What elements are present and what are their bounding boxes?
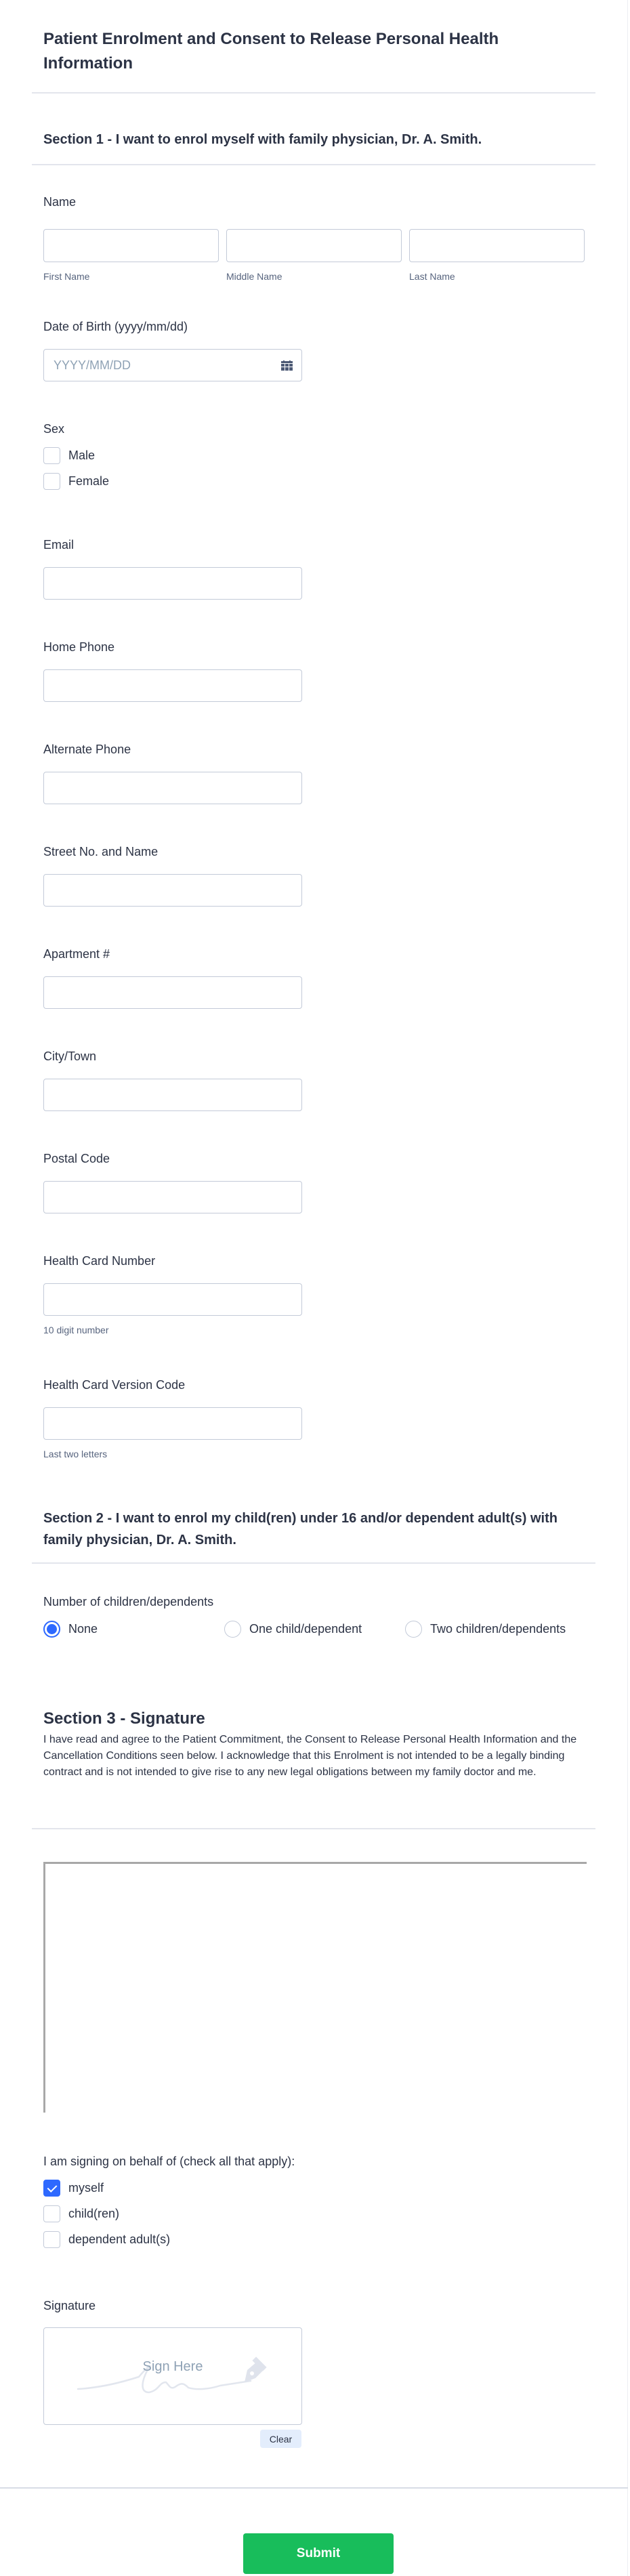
children-label: child(ren)	[68, 2207, 120, 2220]
form-title: Patient Enrolment and Consent to Release Personal Health Information	[43, 30, 499, 72]
alternate-phone-input[interactable]	[43, 772, 302, 804]
signature-pad[interactable]	[43, 2327, 302, 2445]
dependents-option-two[interactable]	[405, 1621, 566, 1638]
section-2-divider	[32, 1562, 595, 1564]
behalf-option-dependent-adults[interactable]	[43, 2230, 295, 2249]
sex-option-male[interactable]	[43, 446, 109, 465]
dob-input[interactable]	[43, 349, 302, 381]
first-name-sublabel: First Name	[43, 271, 90, 282]
signature-label: Signature	[43, 2299, 96, 2312]
email-label: Email	[43, 538, 75, 552]
home-phone-label: Home Phone	[43, 640, 115, 654]
behalf-option-children[interactable]	[43, 2205, 295, 2223]
postal-code-field	[43, 1150, 302, 1213]
male-label: Male	[68, 449, 96, 462]
female-label: Female	[68, 474, 110, 488]
street-field	[43, 844, 302, 907]
one-dependent-radio[interactable]	[224, 1621, 241, 1638]
section-2-title: Section 2 - I want to enrol my child(ren) under 16 and/or dependent adult(s) with family physician, Dr. A. Smith.	[43, 1511, 558, 1547]
last-name-sublabel: Last Name	[409, 271, 455, 282]
email-input[interactable]	[43, 567, 302, 600]
health-card-version-label: Health Card Version Code	[43, 1378, 186, 1392]
signature-field	[43, 2298, 302, 2445]
dependents-option-none[interactable]	[43, 1621, 224, 1638]
calendar-icon[interactable]	[281, 360, 293, 371]
section-1-header	[0, 94, 627, 164]
street-label: Street No. and Name	[43, 845, 159, 858]
female-checkbox[interactable]	[43, 473, 60, 490]
behalf-option-myself[interactable]	[43, 2179, 295, 2197]
sex-field	[43, 421, 109, 491]
city-input[interactable]	[43, 1079, 302, 1111]
dob-field	[43, 318, 302, 381]
first-name-input[interactable]	[43, 229, 219, 262]
section-3-title: Section 3 - Signature	[43, 1709, 205, 1728]
name-label: Name	[43, 195, 77, 209]
footer-divider	[0, 2487, 628, 2489]
apartment-label: Apartment #	[43, 947, 110, 961]
dependents-label: Number of children/dependents	[43, 1595, 214, 1608]
section-1-divider	[32, 164, 595, 165]
dob-placeholder: YYYY/MM/DD	[54, 358, 131, 372]
sign-here-placeholder: Sign Here	[142, 2359, 203, 2374]
male-checkbox[interactable]	[43, 447, 60, 464]
sex-label: Sex	[43, 422, 65, 436]
last-name-input[interactable]	[409, 229, 585, 262]
dependents-radio-group	[43, 1621, 585, 1638]
two-dependents-label: Two children/dependents	[430, 1622, 566, 1636]
postal-code-input[interactable]	[43, 1181, 302, 1213]
street-input[interactable]	[43, 874, 302, 907]
health-card-number-sublabel: 10 digit number	[43, 1325, 109, 1335]
form-header	[0, 0, 627, 92]
health-card-number-label: Health Card Number	[43, 1254, 156, 1268]
home-phone-input[interactable]	[43, 669, 302, 702]
health-card-number-field	[43, 1253, 302, 1336]
children-checkbox[interactable]	[43, 2205, 60, 2222]
apartment-input[interactable]	[43, 976, 302, 1009]
health-card-version-sublabel: Last two letters	[43, 1449, 108, 1459]
dependent-adults-checkbox[interactable]	[43, 2231, 60, 2248]
name-field	[43, 194, 585, 283]
home-phone-field	[43, 639, 302, 702]
none-label: None	[68, 1622, 98, 1636]
alternate-phone-field	[43, 741, 302, 804]
section-3-header	[43, 1707, 585, 1781]
clear-signature-button[interactable]: Clear	[260, 2430, 301, 2448]
dob-label: Date of Birth (yyyy/mm/dd)	[43, 320, 188, 333]
city-label: City/Town	[43, 1050, 97, 1063]
dependents-field	[43, 1594, 585, 1638]
submit-button[interactable]: Submit	[243, 2533, 394, 2574]
section-3-divider	[32, 1828, 595, 1829]
postal-code-label: Postal Code	[43, 1152, 110, 1165]
email-field	[43, 537, 302, 600]
one-dependent-label: One child/dependent	[249, 1622, 362, 1636]
section-3-description: I have read and agree to the Patient Commitment, the Consent to Release Personal Health Information and the Cancellation Conditions seen below. I acknowledge that this Enrolment is not intended to be a legally binding contract and is not intended to give rise to any new legal obligations between my family doctor and me.	[43, 1734, 577, 1778]
apartment-field	[43, 946, 302, 1009]
myself-label: myself	[68, 2181, 104, 2195]
myself-checkbox[interactable]	[43, 2180, 60, 2197]
middle-name-sublabel: Middle Name	[226, 271, 282, 282]
section-2-header	[43, 1508, 572, 1551]
behalf-label: I am signing on behalf of (check all that apply):	[43, 2155, 295, 2168]
alternate-phone-label: Alternate Phone	[43, 743, 131, 756]
behalf-field	[43, 2153, 295, 2249]
dependent-adults-label: dependent adult(s)	[68, 2232, 171, 2246]
none-radio[interactable]	[43, 1621, 60, 1638]
dependents-option-one[interactable]	[224, 1621, 405, 1638]
health-card-version-input[interactable]	[43, 1407, 302, 1440]
health-card-number-input[interactable]	[43, 1283, 302, 1316]
two-dependents-radio[interactable]	[405, 1621, 422, 1638]
embedded-consent-frame[interactable]	[43, 1862, 587, 2113]
health-card-version-field	[43, 1377, 302, 1460]
sex-option-female[interactable]	[43, 472, 109, 491]
middle-name-input[interactable]	[226, 229, 402, 262]
city-field	[43, 1048, 302, 1111]
section-1-title: Section 1 - I want to enrol myself with family physician, Dr. A. Smith.	[43, 132, 482, 147]
